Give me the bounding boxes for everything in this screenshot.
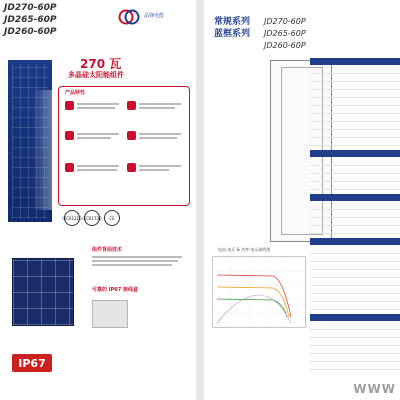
left-footer [8, 386, 178, 392]
feature-heading: 产品特性 [65, 90, 86, 96]
ip67-badge: IP67 [12, 354, 52, 372]
feature-icon [65, 163, 74, 172]
power-rating: 270 瓦 [80, 57, 122, 71]
curve-title: 电流-电压 & 功率-电压曲线图 [218, 247, 271, 252]
series-line-2: 蓝框系列 [214, 29, 251, 39]
page-fold [196, 0, 204, 400]
ip-heading: 可靠的 IP67 接线盒 [92, 287, 138, 293]
feature-box [58, 86, 190, 206]
feature-icon [127, 163, 136, 172]
solar-cell-image [12, 258, 74, 326]
logo-text: 晶锋电能 [144, 13, 165, 19]
watermark: WWW [353, 382, 396, 396]
product-subtitle: 多晶硅太阳能组件 [68, 71, 124, 79]
feature-icon [65, 131, 74, 140]
right-model-2: JD265-60P [264, 29, 306, 38]
series-line-1: 常规系列 [214, 17, 251, 27]
left-model-2: JD265-60P [4, 15, 57, 25]
feature-icon [127, 101, 136, 110]
cert-3: CE [104, 210, 120, 226]
cert-1: IEC61215 [64, 210, 80, 226]
right-page [204, 0, 400, 400]
right-model-3: JD260-60P [264, 41, 306, 50]
junction-box-image [92, 300, 128, 328]
left-model-3: JD260-60P [4, 27, 57, 37]
iv-curve-chart [212, 256, 306, 328]
feature-icon [127, 131, 136, 140]
logo-icon [118, 6, 140, 28]
left-model-1: JD270-60P [4, 3, 57, 13]
solar-panel-image [8, 60, 52, 222]
right-model-1: JD270-60P [264, 17, 306, 26]
left-page [0, 0, 196, 400]
feature-icon [65, 101, 74, 110]
cert-2: IEC61730 [84, 210, 100, 226]
cell-heading: 组件背面技术 [92, 247, 123, 253]
